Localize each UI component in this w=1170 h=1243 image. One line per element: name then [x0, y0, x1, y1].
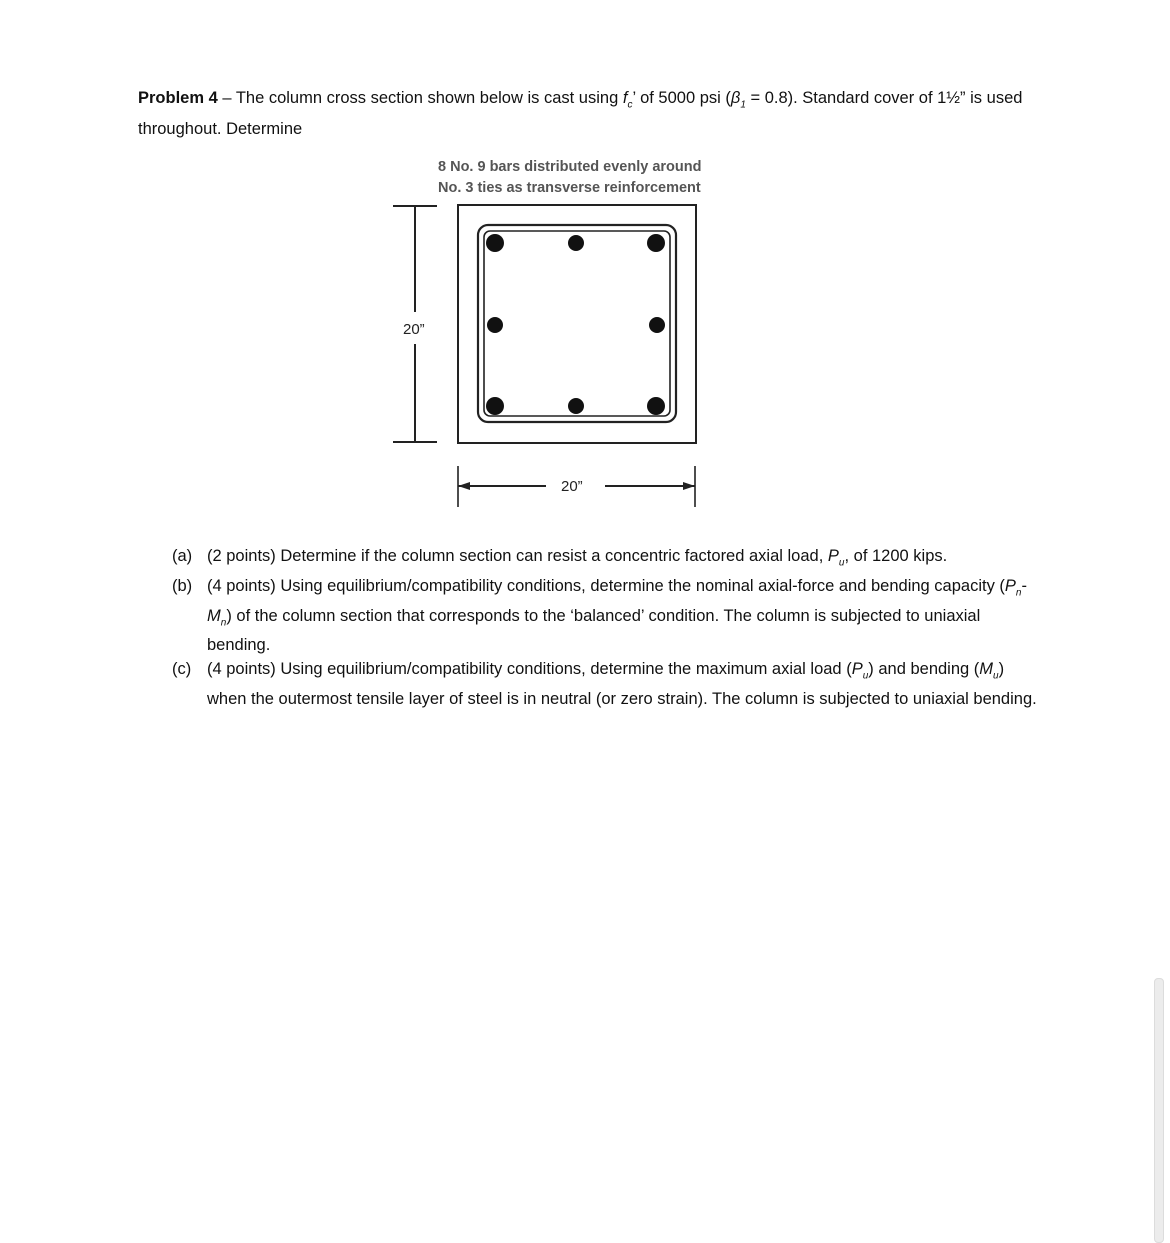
- beta-symbol: $\beta_1$: [730, 89, 746, 111]
- pu-symbol: $P_u$: [827, 547, 845, 569]
- intro-text-1: – The column cross section shown below is cast using: [217, 89, 623, 107]
- width-dim-arrow-left: [458, 482, 470, 490]
- tie-outer: [478, 225, 676, 422]
- rebar-top-right: [647, 234, 665, 252]
- rebar-mid-right: [649, 317, 665, 333]
- tie-inner: [484, 231, 670, 416]
- height-dim-label: 20”: [403, 321, 425, 338]
- problem-heading: Problem 4: [138, 89, 218, 107]
- mn-symbol: $M_n$: [207, 606, 227, 628]
- vertical-scrollbar[interactable]: [1154, 978, 1164, 1243]
- intro-text-3: = 0.8). Standard cover of 1½” is used throughout. Determine: [138, 89, 1023, 139]
- pu-symbol-c: $P_u$: [851, 659, 869, 682]
- width-dim-label: 20”: [561, 478, 583, 495]
- part-a: (a) (2 points) Determine if the column section can resist a concentric factored axial load, $P_u$, of 1200 kips.: [172, 547, 948, 569]
- mu-symbol: $M_u$: [979, 659, 999, 682]
- problem-parts-list: [172, 545, 1042, 711]
- part-c-label: (c): [172, 659, 192, 678]
- pn-symbol: $P_n$: [1004, 576, 1022, 599]
- part-b: (b) (4 points) Using equilibrium/compatibility conditions, determine the nominal axial-force and bending capacity $(P_n-M_n)$ of the column section that corresponds to the ‘balanced’ condition. The column is subjected to uniaxial bending.: [172, 576, 1027, 655]
- rebar-top-middle: [568, 235, 584, 251]
- figure-note-line-1: 8 No. 9 bars distributed evenly around: [438, 159, 702, 175]
- fc-symbol: $f_c$: [622, 89, 633, 111]
- part-b-label: (b): [172, 576, 193, 595]
- figure-note-line-2: No. 3 ties as transverse reinforcement: [438, 180, 701, 196]
- rebar-top-left: [486, 234, 504, 252]
- rebar-mid-left: [487, 317, 503, 333]
- rebar-bottom-left: [486, 397, 504, 415]
- intro-text-2: ’ of 5000 psi (: [632, 89, 731, 107]
- width-dim-arrow-right: [683, 482, 695, 490]
- rebar-bottom-right: [647, 397, 665, 415]
- part-c: (c) (4 points) Using equilibrium/compatibility conditions, determine the maximum axial load $(P_u)$ and bending $(M_u)$ when the outermost tensile layer of steel is in neutral (or zero strain). The column is subjected to uniaxial bending.: [172, 659, 1037, 708]
- rebar-bottom-middle: [568, 398, 584, 414]
- part-a-label: (a): [172, 547, 193, 565]
